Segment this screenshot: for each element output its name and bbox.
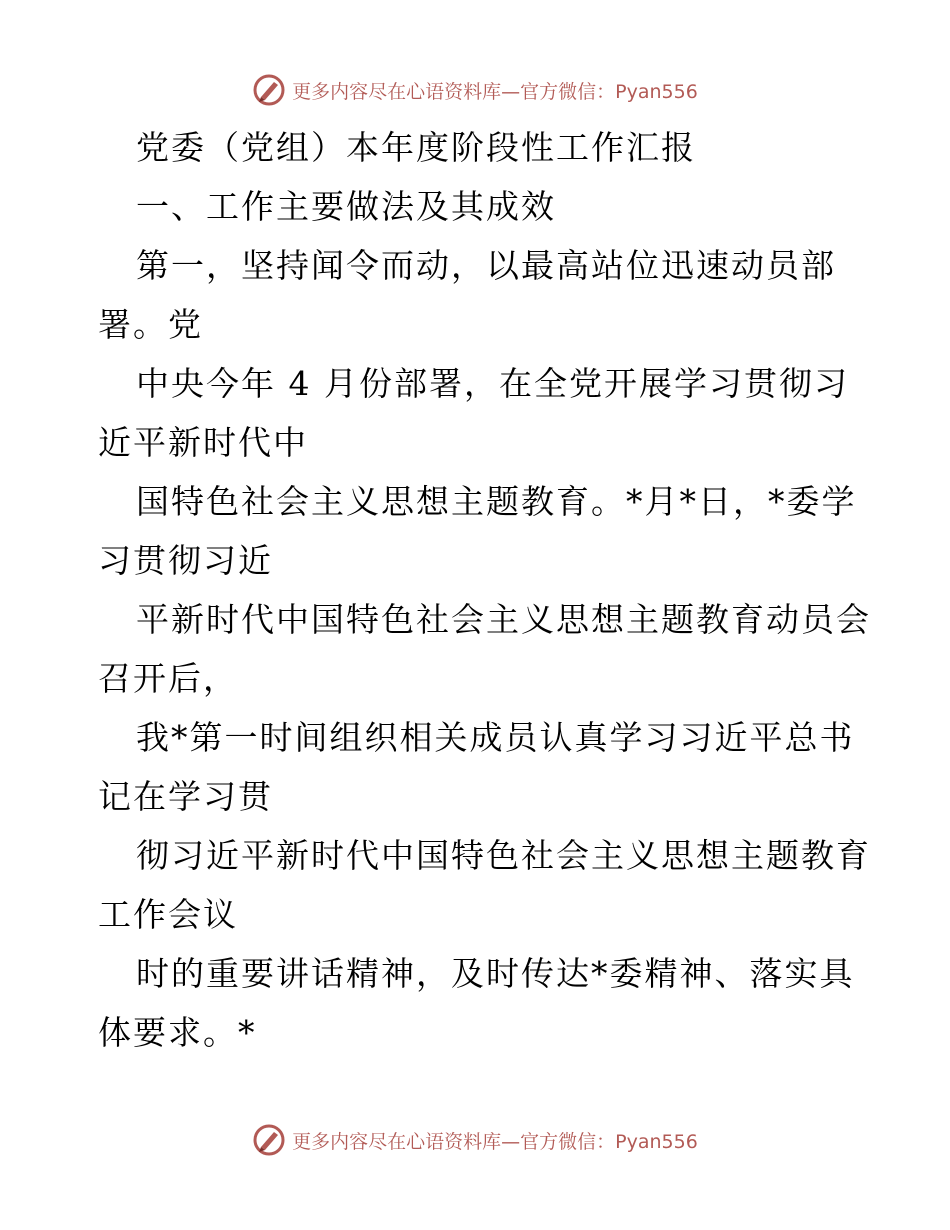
text-line: 我*第一时间组织相关成员认真学习习近平总书 <box>136 718 855 757</box>
text-line: 近平新时代中 <box>98 423 308 462</box>
pen-seal-logo-icon <box>252 1123 286 1157</box>
text-line: 工作会议 <box>98 895 238 934</box>
text-line: 中央今年 4 月份部署，在全党开展学习贯彻习 <box>136 364 849 403</box>
text-line: 体要求。* <box>98 1013 257 1052</box>
text-line: 召开后， <box>98 659 238 698</box>
footer-watermark <box>0 1120 950 1160</box>
text-line: 党委（党组）本年度阶段性工作汇报 <box>136 128 696 167</box>
text-line: 署。党 <box>98 305 203 344</box>
text-line: 平新时代中国特色社会主义思想主题教育动员会 <box>136 600 871 639</box>
document-body <box>98 118 871 1062</box>
pen-seal-logo-icon <box>252 73 286 107</box>
text-line: 习贯彻习近 <box>98 541 273 580</box>
header-watermark <box>0 70 950 110</box>
text-line: 时的重要讲话精神，及时传达*委精神、落实具 <box>136 954 855 993</box>
text-line: 国特色社会主义思想主题教育。*月*日，*委学 <box>136 482 857 521</box>
text-line: 第一，坚持闻令而动，以最高站位迅速动员部 <box>136 246 836 285</box>
text-line: 一、工作主要做法及其成效 <box>136 187 556 226</box>
watermark-text: 更多内容尽在心语资料库—官方微信：Pyan556 <box>292 80 698 103</box>
watermark-text: 更多内容尽在心语资料库—官方微信：Pyan556 <box>292 1130 698 1153</box>
text-line: 记在学习贯 <box>98 777 273 816</box>
text-line: 彻习近平新时代中国特色社会主义思想主题教育 <box>136 836 871 875</box>
